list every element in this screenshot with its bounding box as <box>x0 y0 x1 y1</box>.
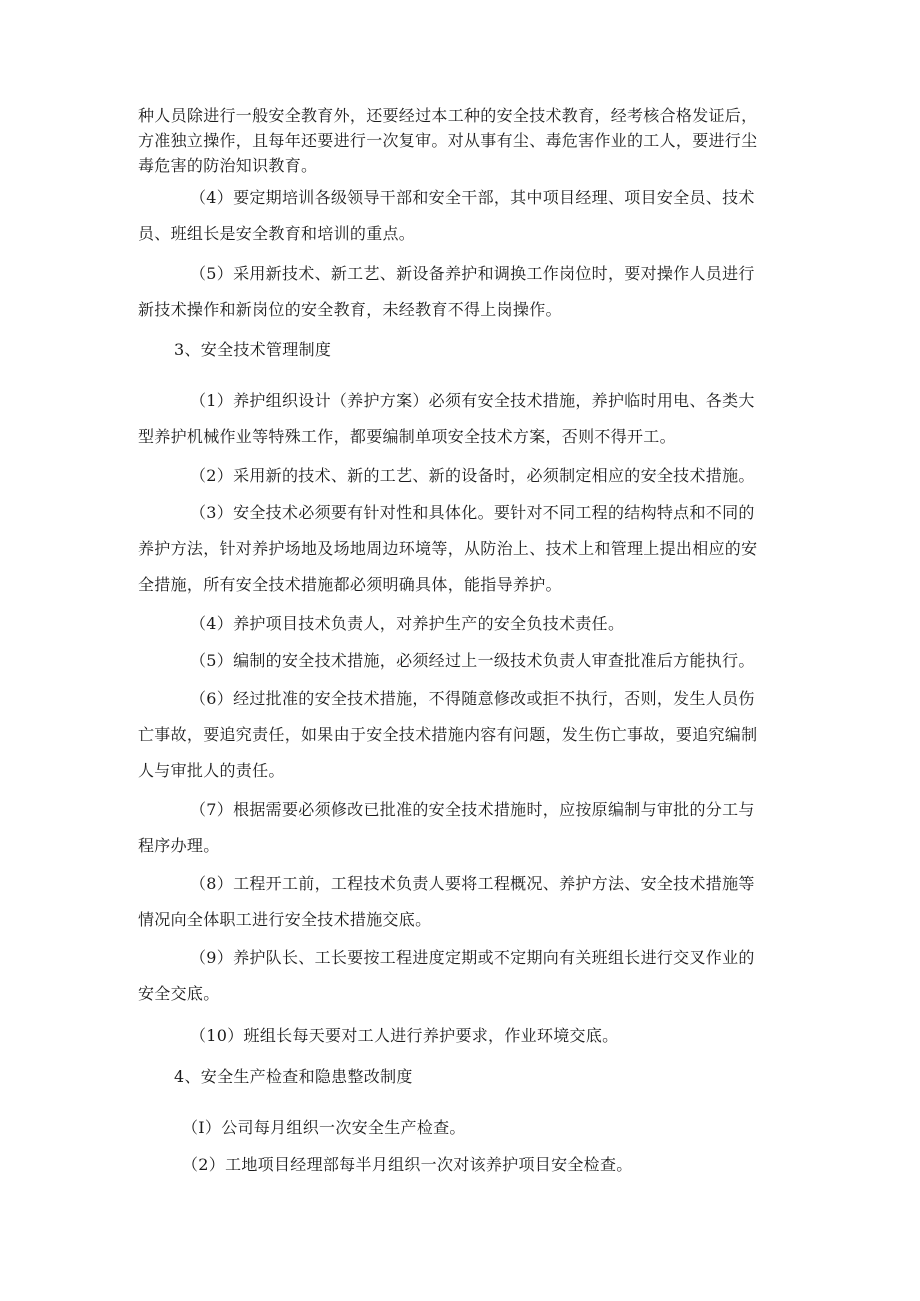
list-item-line: 新技术操作和新岗位的安全教育，未经教育不得上岗操作。 <box>138 300 562 319</box>
list-item <box>138 1147 786 1183</box>
list-item <box>138 495 786 603</box>
paragraph-line: 毒危害的防治知识教育。 <box>138 156 318 175</box>
list-item-line: 程序办理。 <box>138 836 220 855</box>
list-item-line: 人与审批人的责任。 <box>138 761 285 780</box>
list-item <box>138 643 786 679</box>
list-item-line: （9）养护队长、工长要按工程进度定期或不定期向有关班组长进行交叉作业的 <box>190 948 755 967</box>
list-item-line: （5）编制的安全技术措施，必须经过上一级技术负责人审查批准后方能执行。 <box>190 651 755 670</box>
list-item <box>138 1018 786 1054</box>
list-item <box>138 383 786 455</box>
list-item-line: （2）工地项目经理部每半月组织一次对该养护项目安全检查。 <box>182 1155 633 1174</box>
list-item <box>138 1110 786 1146</box>
list-item-line: 安全交底。 <box>138 984 220 1003</box>
list-item-line: （5）采用新技术、新工艺、新设备养护和调换工作岗位时，要对操作人员进行 <box>190 264 755 283</box>
section-heading: 3、安全技术管理制度 <box>174 340 332 359</box>
list-item <box>138 866 786 938</box>
list-item-line: （4）养护项目技术负责人，对养护生产的安全负技术责任。 <box>190 614 625 633</box>
list-item <box>138 681 786 789</box>
list-item <box>138 458 786 494</box>
continuation-paragraph <box>138 103 786 178</box>
list-item <box>138 940 786 1012</box>
section-heading: 4、安全生产检查和隐患整改制度 <box>174 1067 413 1086</box>
list-item <box>138 606 786 642</box>
list-item <box>138 256 786 328</box>
list-item-line: 全措施，所有安全技术措施都必须明确具体，能指导养护。 <box>138 575 562 594</box>
list-item-line: （10）班组长每天要对工人进行养护要求，作业环境交底。 <box>190 1026 619 1045</box>
list-item-line: 情况向全体职工进行安全技术措施交底。 <box>138 910 432 929</box>
paragraph-line: 方准独立操作，且每年还要进行一次复审。对从事有尘、毒危害作业的工人，要进行尘 <box>138 131 758 150</box>
list-item-line: （4）要定期培训各级领导干部和安全干部，其中项目经理、项目安全员、技术 <box>190 188 755 207</box>
list-item-line: 养护方法，针对养护场地及场地周边环境等，从防治上、技术上和管理上提出相应的安 <box>138 539 758 558</box>
list-item-line: 型养护机械作业等特殊工作，都要编制单项安全技术方案，否则不得开工。 <box>138 427 676 446</box>
list-item-line: （2）采用新的技术、新的工艺、新的设备时，必须制定相应的安全技术措施。 <box>190 466 755 485</box>
list-item-line: 员、班组长是安全教育和培训的重点。 <box>138 224 416 243</box>
paragraph-line: 种人员除进行一般安全教育外，还要经过本工种的安全技术教育，经考核合格发证后， <box>138 106 758 125</box>
list-item-line: （6）经过批准的安全技术措施，不得随意修改或拒不执行，否则，发生人员伤 <box>190 689 755 708</box>
list-item-line: 亡事故，要追究责任，如果由于安全技术措施内容有问题，发生伤亡事故，要追究编制 <box>138 725 758 744</box>
list-item <box>138 792 786 864</box>
list-item-line: （3）安全技术必须要有针对性和具体化。要针对不同工程的结构特点和不同的 <box>190 503 755 522</box>
list-item-line: （7）根据需要必须修改已批准的安全技术措施时，应按原编制与审批的分工与 <box>190 800 755 819</box>
list-item-line: （8）工程开工前，工程技术负责人要将工程概况、养护方法、安全技术措施等 <box>190 874 755 893</box>
list-item-line: （1）养护组织设计（养护方案）必须有安全技术措施，养护临时用电、各类大 <box>190 391 755 410</box>
list-item <box>138 180 786 252</box>
list-item-line: （I）公司每月组织一次安全生产检查。 <box>182 1118 466 1137</box>
